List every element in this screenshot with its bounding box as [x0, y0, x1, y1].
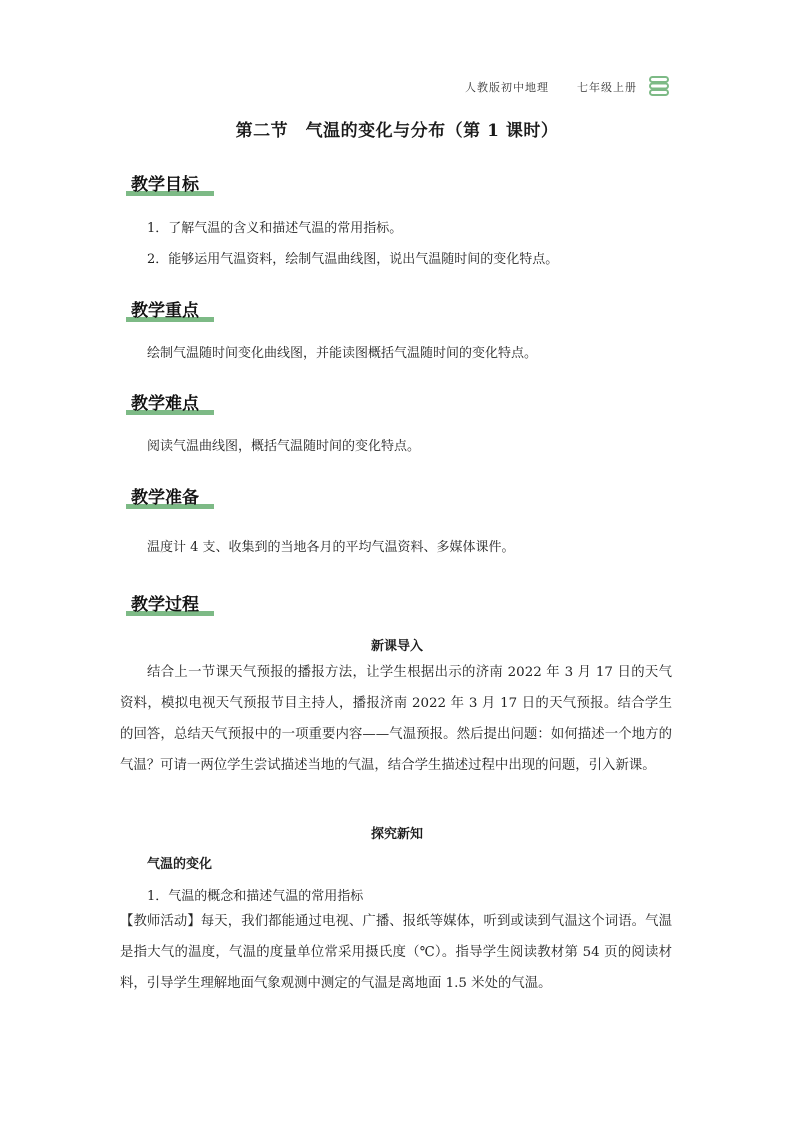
- teacher-activity-paragraph: 【教师活动】每天，我们都能通过电视、广播、报纸等媒体，听到或读到气温这个词语。气温是指大气的温度，气温的度量单位常采用摄氏度（℃）。指导学生阅读教材第 54 页的阅读材料，引导学生理解地面气象观测中测定的气温是离地面 1.5 米处的气温。: [120, 914, 672, 991]
- page-title: 第二节 气温的变化与分布（第 1 课时）: [235, 121, 559, 141]
- heading-label: 教学准备: [131, 488, 199, 508]
- goal-item: 1．了解气温的含义和描述气温的常用指标。: [147, 221, 403, 236]
- difficulties-text: 阅读气温曲线图，概括气温随时间的变化特点。: [147, 439, 421, 454]
- explore-heading: 探究新知: [370, 827, 423, 842]
- publisher-label: 人教版初中地理: [465, 81, 549, 94]
- preparation-text: 温度计 4 支、收集到的当地各月的平均气温资料、多媒体课件。: [147, 540, 515, 555]
- key-points-text: 绘制气温随时间变化曲线图，并能读图概括气温随时间的变化特点。: [147, 346, 538, 361]
- intro-paragraph: 结合上一节课天气预报的播报方法，让学生根据出示的济南 2022 年 3 月 17 日的天气资料，模拟电视天气预报节目主持人，播报济南 2022 年 3 月 17 日的天气预报。结合学生的回答，总结天气预报中的一项重要内容——气温预报。然后提出问题：如何描述一个地方的气温？可请一两位学生尝试描述当地的气温，结合学生描述过程中出现的问题，引入新课。: [120, 665, 672, 773]
- grade-label: 七年级上册: [577, 81, 637, 94]
- heading-label: 教学过程: [131, 595, 199, 615]
- intro-heading: 新课导入: [370, 639, 423, 654]
- stacked-rings-logo-icon: [648, 75, 670, 97]
- subtopic-text: 1．气温的概念和描述气温的常用指标: [147, 889, 364, 904]
- heading-label: 教学目标: [131, 175, 199, 195]
- heading-label: 教学难点: [131, 394, 199, 414]
- goal-item: 2．能够运用气温资料，绘制气温曲线图，说出气温随时间的变化特点。: [147, 252, 559, 267]
- heading-label: 教学重点: [131, 301, 199, 321]
- topic-heading: 气温的变化: [147, 857, 213, 872]
- page-header: [465, 75, 670, 97]
